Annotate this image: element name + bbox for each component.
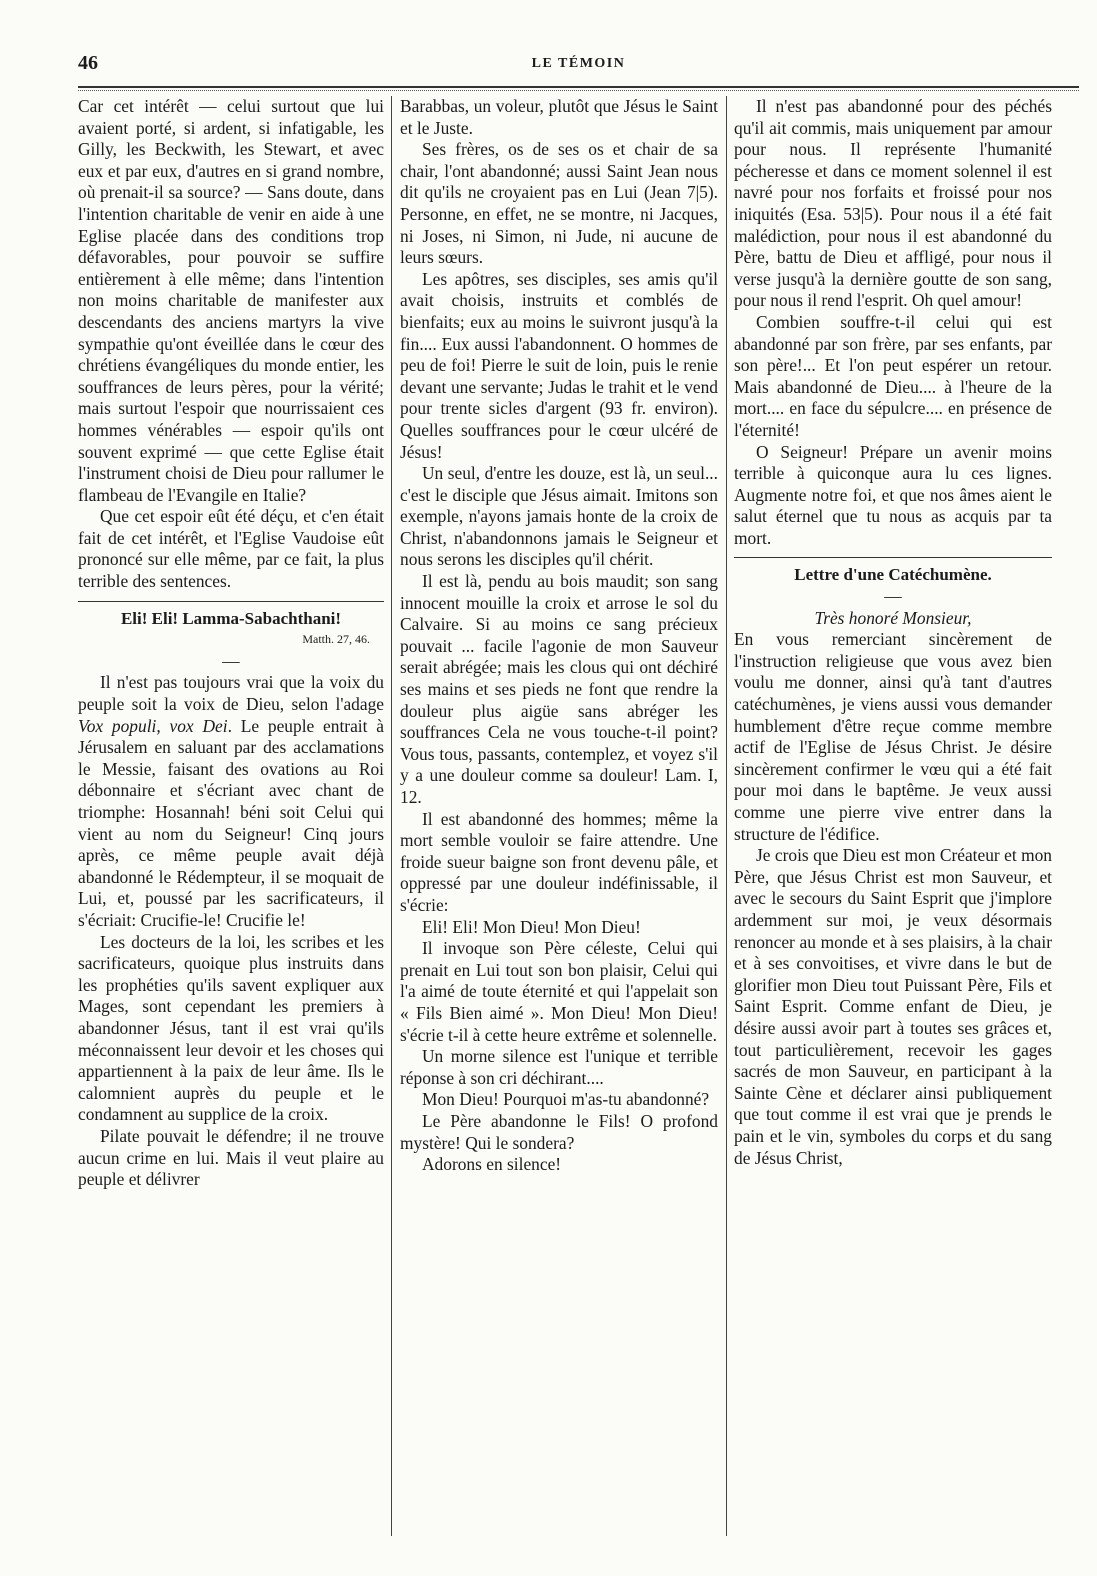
header-rule-dotted [78,90,1079,91]
article-separator [78,601,384,602]
paragraph: Il n'est pas abandonné pour des péchés qu'il ait commis, mais uniquement par amour pour nous. Il représente l'humanité pécheresse et dans ce moment solennel il est navré pour nos forfaits et froissé pour nos iniquités (Esa. 53|5). Pour nous il a été fait malédiction, pour nous il est abandonné du Père, battu de Dieu et affligé, pour nous il verse jusqu'à la dernière goutte de son sang, pour nous il rend l'esprit. Oh quel amour! [734,96,1052,311]
paragraph: En vous remerciant sincèrement de l'instruction religieuse que vous avez bien voulu me donner, ainsi qu'à tant d'autres catéchumènes, je viens aussi vous demander humblement d'être reçue comme membre actif de l'Eglise de Jésus Christ. Je désire sincèrement confirmer le vœu qui a été fait pour moi dans le baptême. Je veux aussi comme une pierre vive entrer dans la structure de l'édifice. [734,629,1052,844]
paragraph: Les apôtres, ses disciples, ses amis qu'il avait choisis, instruits et comblés de bienfaits; eux au moins le suivront jusqu'à la fin.... Eux aussi l'abandonnent. O hommes de peu de foi! Pierre le suit de loin, puis le renie devant une servante; Judas le trahit et le vend pour trente sicles d'argent (93 fr. environ). Quelles souffrances pour le cœur ulcéré de Jésus! [400,268,718,462]
paragraph: Car cet intérêt — celui surtout que lui avaient porté, si ardent, si infatigable, les Gilly, les Beckwith, les Stewart, et avec eux et par eux, d'autres en si grand nombre, où prenait-il sa source? — Sans doute, dans l'intention charitable de venir en aide à une Eglise placée dans des conditions trop défavorables, pour pouvoir se suffire entièrement à elle même; dans l'intention non moins charitable de manifester aux descendants des anciens martyrs la vive sympathie qu'ont éveillée dans le cœur des chrétiens évangéliques du monde entier, les souffrances de leurs pères, pour la vérité; mais surtout l'espoir que nourrissaient ces hommes vénérables — espoir qu'ils ont souvent exprimé — que cette Eglise était l'instrument choisi de Dieu pour rallumer le flambeau de l'Evangile en Italie? [78,96,384,505]
dash-ornament: — [222,650,240,671]
header-rule [78,86,1079,88]
column-divider [726,96,727,1536]
column-1 [78,96,384,1191]
paragraph: Eli! Eli! Mon Dieu! Mon Dieu! [422,916,641,937]
letter-salutation: Très honoré Monsieur, [814,607,972,628]
paragraph: Mon Dieu! Pourquoi m'as-tu abandonné? [422,1089,710,1110]
paragraph: Un seul, d'entre les douze, est là, un seul... c'est le disciple que Jésus aimait. Imitons son exemple, n'ayons jamais honte de la croix de Christ, n'abandonnons jamais le Seigneur et nous serons les disciples qu'il chérit. [400,463,718,570]
dash-ornament: — [884,586,902,607]
paragraph: Ses frères, os de ses os et chair de sa chair, l'ont abandonné; aussi Saint Jean nous dit qu'ils ne croyaient pas en Lui (Jean 7|5). Personne, en effet, ne se montre, ni Jacques, ni Joses, ni Simon, ni Jude, ni aucune de leurs sœurs. [400,139,718,268]
paragraph: Il est abandonné des hommes; même la mort semble vouloir se faire attendre. Une froide sueur baigne son front devenu pâle, et oppressé par une douleur indéfinissable, il s'écrie: [400,808,718,915]
page-number: 46 [78,52,98,74]
journal-title: LE TÉMOIN [531,56,626,71]
paragraph: Il invoque son Père céleste, Celui qui prenait en Lui tout son bon plaisir, Celui qui l'a aimé de toute éternité et qui l'appelait son « Fils Bien aimé ». Mon Dieu! Mon Dieu! s'écrie t-il à cette heure extrême et solennelle. [400,938,718,1045]
paragraph: Je crois que Dieu est mon Créateur et mon Père, que Jésus Christ est mon Sauveur, et avec le secours du Saint Esprit que j'implore ardemment sur moi, je veux désormais renoncer au monde et à ses plaisirs, à la chair et à ses convoitises, et vivre dans le but de glorifier mon Dieu tout Puissant Père, Fils et Saint Esprit. Comme enfant de Dieu, je désire aussi avoir part à toutes ses grâces et, tout particulièrement, recevoir les gages sacrés de mon Sauveur, en participant à la Sainte Cène et déclarer ainsi publiquement que tout comme il est vrai que je prends le pain et le vin, symboles du corps et du sang de Jésus Christ, [734,845,1052,1168]
paragraph [78,672,384,931]
column-2 [400,96,718,1176]
article-separator [734,557,1052,558]
text-run: Il n'est pas toujours vrai que la voix du peuple soit la voix de Dieu, selon l'adage [78,672,384,715]
article-title: Eli! Eli! Lamma-Sabachthani! [120,608,342,628]
paragraph: Barabbas, un voleur, plutôt que Jésus le Saint et le Juste. [400,96,718,138]
page-header [78,52,1079,84]
scripture-reference: Matth. 27, 46. [302,632,370,647]
text-run: . Le peuple entrait à Jérusalem en saluant par des acclamations le Messie, faisant des ovations au Roi débonnaire et s'écriant avec chant de triomphe: Hosannah! béni soit Celui qui vient au nom du Seigneur! Cinq jours après, ce même peuple avait déjà abandonné le Rédempteur, il se moquait de Lui, et, poussé par les sacrificateurs, il s'écriait: Crucifie-le! Crucifie le! [78,715,384,930]
paragraph: O Seigneur! Prépare un avenir moins terrible à quiconque aura lu ces lignes. Augmente notre foi, et que nos âmes aient le salut éternel que tu nous as acquis par ta mort. [734,441,1052,548]
column-divider [391,96,392,1536]
paragraph: Un morne silence est l'unique et terrible réponse à son cri déchirant.... [400,1046,718,1088]
article-title: Lettre d'une Catéchumène. [794,565,992,585]
paragraph: Les docteurs de la loi, les scribes et les sacrificateurs, quoique plus instruits dans les prophéties qu'ils savent expliquer aux Mages, sont cependant les premiers à abandonner Jésus, tant il est vrai qu'ils méconnaissent leur devoir et les choses qui appartiennent à la paix de leur âme. Ils le calomnient auprès du peuple et le condamnent au supplice de la croix. [78,931,384,1125]
paragraph: Pilate pouvait le défendre; il ne trouve aucun crime en lui. Mais il veut plaire au peuple et délivrer [78,1125,384,1190]
paragraph: Combien souffre-t-il celui qui est abandonné par son frère, par ses enfants, par son père!... Et l'on peut espérer un retour. Mais abandonné de Dieu.... à l'heure de la mort.... en face du sépulcre.... en présence de l'éternité! [734,311,1052,440]
paragraph: Adorons en silence! [422,1154,562,1175]
latin-phrase: Vox populi, vox Dei [78,715,228,736]
paragraph: Il est là, pendu au bois maudit; son sang innocent mouille la croix et arrose le sol du Calvaire. Si au moins ce sang précieux pouvait ... facile l'agonie de mon Sauveur serait abrégée; mais les clous qui ont déchiré ses mains et ses pieds ne font que rendre la douleur plus aigüe sans abréger les souffrances Cela ne vous touche-t-il point? Vous tous, passants, contemplez, et voyez s'il y a une douleur comme sa douleur! Lam. I, 12. [400,571,718,807]
column-3 [734,96,1052,1169]
paragraph: Que cet espoir eût été déçu, et c'en était fait de cet intérêt, et l'Eglise Vaudoise eût prononcé sur elle même, par ce fait, la plus terrible des sentences. [78,506,384,592]
paragraph: Le Père abandonne le Fils! O profond mystère! Qui le sondera? [400,1110,718,1153]
